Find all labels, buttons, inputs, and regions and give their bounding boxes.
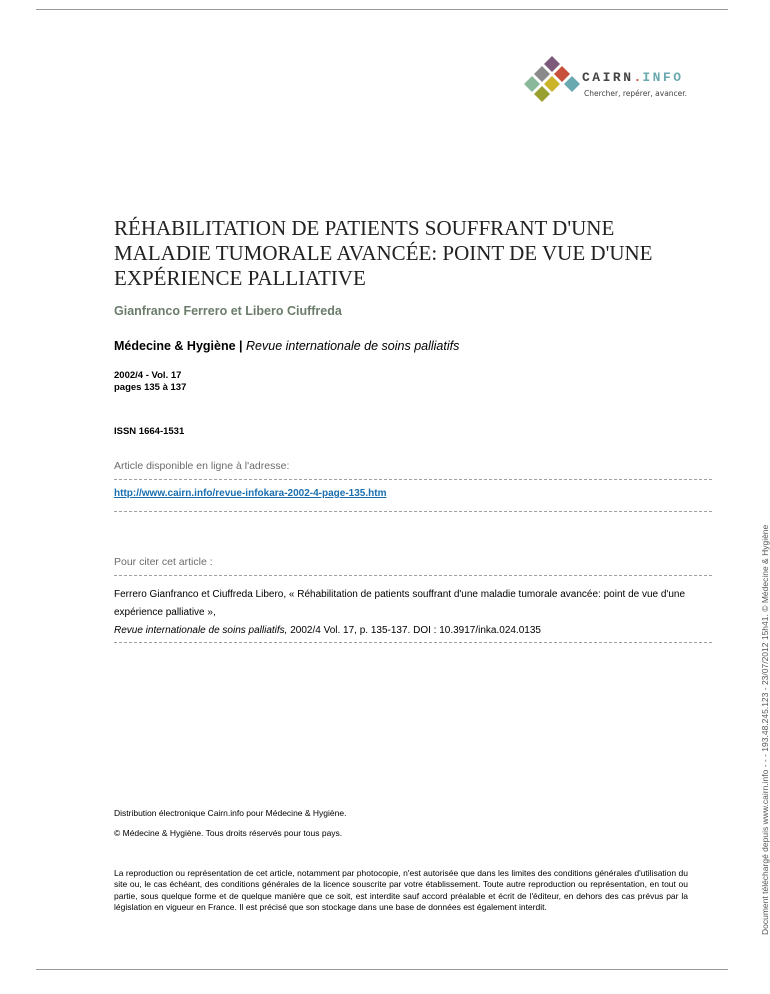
citation-line: Ferrero Gianfranco et Ciuffreda Libero, « Réhabilitation de patients souffrant d'une maladie tumorale avancée: point de vue d'une expérience palliative », bbox=[114, 589, 686, 618]
bottom-rule bbox=[36, 969, 728, 970]
issn: ISSN 1664-1531 bbox=[114, 426, 185, 437]
citation-text bbox=[114, 586, 722, 640]
article-authors: Gianfranco Ferrero et Libero Ciuffreda bbox=[114, 304, 342, 318]
logo-name-dot: . bbox=[633, 70, 643, 85]
distribution-note: Distribution électronique Cairn.info pour Médecine & Hygiène. bbox=[114, 808, 347, 818]
dashed-divider bbox=[114, 511, 712, 512]
online-label: Article disponible en ligne à l'adresse: bbox=[114, 460, 290, 472]
dashed-divider bbox=[114, 575, 712, 576]
cairn-logo[interactable] bbox=[510, 58, 710, 108]
logo-tagline: Chercher, repérer, avancer. bbox=[584, 89, 688, 98]
article-title: RÉHABILITATION DE PATIENTS SOUFFRANT D'UNE MALADIE TUMORALE AVANCÉE: POINT DE VUE D'UNE EXPÉRIENCE PALLIATIVE bbox=[114, 216, 653, 290]
dashed-divider bbox=[114, 642, 712, 643]
article-url-link[interactable]: http://www.cairn.info/revue-infokara-2002-4-page-135.htm bbox=[114, 488, 387, 499]
volume-line: 2002/4 - Vol. 17 bbox=[114, 370, 182, 381]
journal-name: Revue internationale de soins palliatifs bbox=[246, 339, 460, 353]
logo-name-info: INFO bbox=[642, 70, 684, 85]
citation-details: 2002/4 Vol. 17, p. 135-137. DOI : 10.3917/inka.024.0135 bbox=[287, 625, 541, 636]
journal-line bbox=[114, 339, 459, 353]
logo-name-main: CAIRN bbox=[582, 70, 634, 85]
volume-info bbox=[114, 370, 186, 394]
dashed-divider bbox=[114, 479, 712, 480]
top-rule bbox=[36, 9, 728, 10]
citation-journal: Revue internationale de soins palliatifs, bbox=[114, 625, 288, 636]
cite-label: Pour citer cet article : bbox=[114, 556, 213, 568]
cairn-diamond-logo-icon bbox=[510, 58, 580, 100]
cairn-wordmark bbox=[582, 70, 684, 85]
download-stamp: Document téléchargé depuis www.cairn.info - - - 193.48.245.123 - 23/07/2012 15h41. © Médecine & Hygiène bbox=[760, 524, 770, 935]
copyright-note: © Médecine & Hygiène. Tous droits réservés pour tous pays. bbox=[114, 828, 343, 838]
publisher-name: Médecine & Hygiène | bbox=[114, 339, 243, 353]
legal-notice: La reproduction ou représentation de cet article, notamment par photocopie, n'est autorisée que dans les limites des conditions générales d'utilisation du site ou, le cas échéant, des conditions générales de la licence souscrite par votre établissement. Toute autre reproduction ou représentation, en tout ou partie, sous quelque forme et de quelque manière que ce soit, est interdite sauf accord préalable et écrit de l'éditeur, en dehors des cas prévus par la législation en vigueur en France. Il est précisé que son stockage dans une base de données est également interdit. bbox=[114, 868, 688, 912]
pages-line: pages 135 à 137 bbox=[114, 382, 187, 393]
